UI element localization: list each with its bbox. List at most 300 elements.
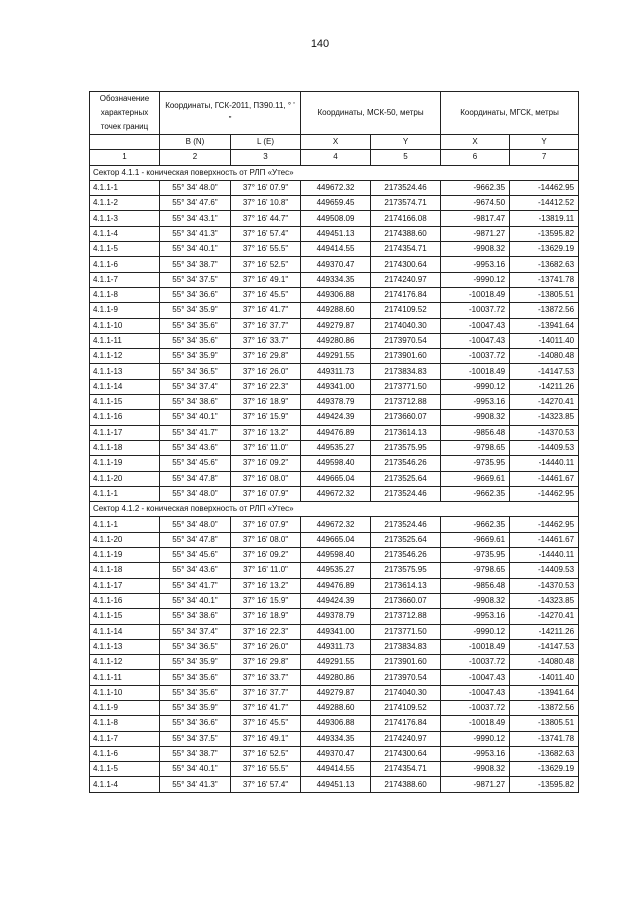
table-cell: 449306.88 <box>301 716 371 731</box>
sector-title: Сектор 4.1.1 - коническая поверхность от РЛП «Утес» <box>90 165 579 180</box>
table-cell: 449311.73 <box>301 364 371 379</box>
table-cell: 449279.87 <box>301 685 371 700</box>
table-cell: 37° 16' 49.1" <box>231 731 301 746</box>
table-cell: 37° 16' 41.7" <box>231 303 301 318</box>
table-cell: -14461.67 <box>510 471 579 486</box>
table-cell: 2173712.88 <box>371 609 441 624</box>
header-axis-blank <box>90 135 160 150</box>
table-cell: 55° 34' 47.8" <box>160 532 231 547</box>
table-cell: 55° 34' 41.7" <box>160 578 231 593</box>
table-cell: 449451.13 <box>301 226 371 241</box>
table-cell: 2173970.54 <box>371 333 441 348</box>
table-cell: -13805.51 <box>510 716 579 731</box>
table-row <box>90 670 579 685</box>
table-cell: -9798.65 <box>441 563 510 578</box>
table-cell: 55° 34' 37.4" <box>160 379 231 394</box>
table-cell: 37° 16' 13.2" <box>231 578 301 593</box>
table-cell: -10047.43 <box>441 318 510 333</box>
table-cell: 2174354.71 <box>371 242 441 257</box>
table-cell: 55° 34' 35.6" <box>160 670 231 685</box>
header-row-numbers <box>90 150 579 165</box>
table-cell: 37° 16' 37.7" <box>231 318 301 333</box>
table-cell: 55° 34' 41.3" <box>160 777 231 792</box>
table-cell: 37° 16' 07.9" <box>231 517 301 532</box>
table-cell: 4.1.1-1 <box>90 180 160 195</box>
table-cell: 55° 34' 48.0" <box>160 180 231 195</box>
table-cell: 55° 34' 37.5" <box>160 731 231 746</box>
coordinates-table <box>89 91 579 793</box>
header-col-number: 2 <box>160 150 231 165</box>
table-cell: 449424.39 <box>301 593 371 608</box>
table-cell: 55° 34' 40.1" <box>160 410 231 425</box>
table-cell: 4.1.1-4 <box>90 226 160 241</box>
table-cell: 55° 34' 35.9" <box>160 655 231 670</box>
table-cell: 4.1.1-10 <box>90 685 160 700</box>
table-cell: -13682.63 <box>510 257 579 272</box>
sector-title: Сектор 4.1.2 - коническая поверхность от РЛП «Утес» <box>90 502 579 517</box>
table-row <box>90 746 579 761</box>
header-row-titles <box>90 92 579 135</box>
table-cell: 2173524.46 <box>371 486 441 501</box>
table-cell: 449288.60 <box>301 700 371 715</box>
table-cell: -9953.16 <box>441 746 510 761</box>
table-cell: 2174240.97 <box>371 731 441 746</box>
table-cell: 55° 34' 35.6" <box>160 685 231 700</box>
table-row <box>90 303 579 318</box>
table-cell: -14412.52 <box>510 196 579 211</box>
table-cell: -9908.32 <box>441 762 510 777</box>
table-row <box>90 440 579 455</box>
table-cell: 4.1.1-2 <box>90 196 160 211</box>
table-cell: -9856.48 <box>441 578 510 593</box>
table-cell: 449476.89 <box>301 578 371 593</box>
table-cell: -13629.19 <box>510 762 579 777</box>
table-cell: 37° 16' 49.1" <box>231 272 301 287</box>
table-cell: 37° 16' 52.5" <box>231 746 301 761</box>
table-cell: 2173525.64 <box>371 471 441 486</box>
header-row-axes <box>90 135 579 150</box>
table-cell: -10047.43 <box>441 333 510 348</box>
table-cell: -14011.40 <box>510 333 579 348</box>
table-cell: 4.1.1-1 <box>90 517 160 532</box>
table-cell: 55° 34' 48.0" <box>160 486 231 501</box>
table-cell: 2174109.52 <box>371 303 441 318</box>
table-cell: 55° 34' 45.6" <box>160 548 231 563</box>
table-row <box>90 548 579 563</box>
table-cell: 55° 34' 35.9" <box>160 700 231 715</box>
table-row <box>90 395 579 410</box>
table-row <box>90 563 579 578</box>
table-cell: 4.1.1-20 <box>90 532 160 547</box>
table-cell: 37° 16' 33.7" <box>231 333 301 348</box>
table-cell: -9674.50 <box>441 196 510 211</box>
table-cell: 2174354.71 <box>371 762 441 777</box>
table-cell: 4.1.1-17 <box>90 578 160 593</box>
table-cell: 4.1.1-6 <box>90 746 160 761</box>
table-cell: -14409.53 <box>510 440 579 455</box>
header-col-number: 6 <box>441 150 510 165</box>
table-cell: 55° 34' 35.6" <box>160 318 231 333</box>
table-cell: 37° 16' 55.5" <box>231 762 301 777</box>
table-cell: 4.1.1-5 <box>90 762 160 777</box>
table-cell: 4.1.1-5 <box>90 242 160 257</box>
table-cell: -13872.56 <box>510 700 579 715</box>
table-cell: -14462.95 <box>510 486 579 501</box>
table-cell: 37° 16' 07.9" <box>231 486 301 501</box>
table-cell: 37° 16' 57.4" <box>231 777 301 792</box>
table-cell: 2174040.30 <box>371 318 441 333</box>
table-cell: 2174109.52 <box>371 700 441 715</box>
table-cell: 4.1.1-18 <box>90 563 160 578</box>
table-cell: -14323.85 <box>510 410 579 425</box>
table-cell: -9908.32 <box>441 242 510 257</box>
table-row <box>90 379 579 394</box>
table-cell: 37° 16' 41.7" <box>231 700 301 715</box>
table-cell: 2173546.26 <box>371 548 441 563</box>
table-cell: 55° 34' 43.6" <box>160 563 231 578</box>
table-cell: 2173771.50 <box>371 379 441 394</box>
table-cell: -14370.53 <box>510 425 579 440</box>
header-msk-coordinates: Координаты, МСК-50, метры <box>301 92 441 135</box>
sector-title-row <box>90 165 579 180</box>
table-cell: -9735.95 <box>441 456 510 471</box>
table-cell: -14011.40 <box>510 670 579 685</box>
table-cell: 2174176.84 <box>371 287 441 302</box>
table-cell: 55° 34' 40.1" <box>160 593 231 608</box>
table-cell: -9990.12 <box>441 731 510 746</box>
table-row <box>90 410 579 425</box>
header-col-number: 7 <box>510 150 579 165</box>
table-cell: 449370.47 <box>301 257 371 272</box>
table-cell: 4.1.1-16 <box>90 410 160 425</box>
table-row <box>90 425 579 440</box>
table-cell: 4.1.1-7 <box>90 731 160 746</box>
table-cell: 2174166.08 <box>371 211 441 226</box>
table-cell: -9990.12 <box>441 624 510 639</box>
table-cell: 449291.55 <box>301 655 371 670</box>
table-cell: -14270.41 <box>510 609 579 624</box>
table-row <box>90 700 579 715</box>
table-cell: 55° 34' 41.7" <box>160 425 231 440</box>
table-row <box>90 180 579 195</box>
table-cell: -14409.53 <box>510 563 579 578</box>
table-cell: 449306.88 <box>301 287 371 302</box>
table-cell: 449672.32 <box>301 180 371 195</box>
table-cell: 55° 34' 47.8" <box>160 471 231 486</box>
table-row <box>90 731 579 746</box>
table-cell: 449341.00 <box>301 624 371 639</box>
header-axis: Y <box>371 135 441 150</box>
table-cell: 55° 34' 40.1" <box>160 762 231 777</box>
table-cell: -9817.47 <box>441 211 510 226</box>
table-cell: 55° 34' 36.6" <box>160 287 231 302</box>
table-cell: 449334.35 <box>301 272 371 287</box>
table-cell: 4.1.1-11 <box>90 333 160 348</box>
table-cell: 449280.86 <box>301 333 371 348</box>
table-cell: -14323.85 <box>510 593 579 608</box>
table-cell: 2173575.95 <box>371 440 441 455</box>
table-cell: 55° 34' 45.6" <box>160 456 231 471</box>
table-cell: -10018.49 <box>441 364 510 379</box>
table-row <box>90 532 579 547</box>
table-cell: 37° 16' 26.0" <box>231 639 301 654</box>
table-cell: -9856.48 <box>441 425 510 440</box>
table-cell: -9669.61 <box>441 532 510 547</box>
table-cell: -9662.35 <box>441 517 510 532</box>
table-cell: 55° 34' 36.5" <box>160 639 231 654</box>
header-gsk-coordinates: Координаты, ГСК-2011, ПЗ90.11, ° ' " <box>160 92 301 135</box>
table-cell: 2173524.46 <box>371 180 441 195</box>
table-cell: 449341.00 <box>301 379 371 394</box>
table-cell: -14080.48 <box>510 349 579 364</box>
table-cell: 55° 34' 38.6" <box>160 609 231 624</box>
table-cell: 449508.09 <box>301 211 371 226</box>
table-row <box>90 226 579 241</box>
table-cell: 4.1.1-9 <box>90 303 160 318</box>
table-cell: 4.1.1-19 <box>90 456 160 471</box>
table-cell: 55° 34' 37.5" <box>160 272 231 287</box>
table-cell: 37° 16' 07.9" <box>231 180 301 195</box>
table-cell: 37° 16' 15.9" <box>231 410 301 425</box>
table-cell: 4.1.1-15 <box>90 609 160 624</box>
table-cell: -9953.16 <box>441 257 510 272</box>
table-cell: -9669.61 <box>441 471 510 486</box>
table-cell: 2174388.60 <box>371 226 441 241</box>
table-cell: 4.1.1-1 <box>90 486 160 501</box>
table-cell: 2173614.13 <box>371 425 441 440</box>
table-cell: 55° 34' 35.6" <box>160 333 231 348</box>
table-row <box>90 517 579 532</box>
table-cell: -10018.49 <box>441 287 510 302</box>
table-row <box>90 639 579 654</box>
table-cell: -14440.11 <box>510 456 579 471</box>
table-cell: -13741.78 <box>510 272 579 287</box>
table-cell: 55° 34' 36.5" <box>160 364 231 379</box>
table-cell: 55° 34' 40.1" <box>160 242 231 257</box>
header-mgsk-coordinates: Координаты, МГСК, метры <box>441 92 579 135</box>
table-cell: 449378.79 <box>301 609 371 624</box>
table-cell: -9953.16 <box>441 609 510 624</box>
table-cell: -9798.65 <box>441 440 510 455</box>
table-cell: 449414.55 <box>301 762 371 777</box>
table-cell: 55° 34' 35.9" <box>160 303 231 318</box>
table-cell: 55° 34' 35.9" <box>160 349 231 364</box>
table-cell: 37° 16' 29.8" <box>231 349 301 364</box>
table-cell: 449598.40 <box>301 456 371 471</box>
table-cell: 2173970.54 <box>371 670 441 685</box>
table-cell: 4.1.1-19 <box>90 548 160 563</box>
table-cell: 449378.79 <box>301 395 371 410</box>
table-cell: 2173546.26 <box>371 456 441 471</box>
table-cell: 37° 16' 44.7" <box>231 211 301 226</box>
table-cell: 449659.45 <box>301 196 371 211</box>
table-cell: -9735.95 <box>441 548 510 563</box>
table-cell: 2173524.46 <box>371 517 441 532</box>
table-cell: -10047.43 <box>441 685 510 700</box>
table-cell: 4.1.1-12 <box>90 655 160 670</box>
table-cell: 449665.04 <box>301 471 371 486</box>
table-cell: 4.1.1-10 <box>90 318 160 333</box>
table-cell: -13805.51 <box>510 287 579 302</box>
table-cell: 2174300.64 <box>371 257 441 272</box>
table-cell: -9908.32 <box>441 593 510 608</box>
table-cell: -9953.16 <box>441 395 510 410</box>
table-cell: 449414.55 <box>301 242 371 257</box>
table-cell: 55° 34' 47.6" <box>160 196 231 211</box>
table-cell: 37° 16' 09.2" <box>231 456 301 471</box>
table-row <box>90 349 579 364</box>
table-cell: 449288.60 <box>301 303 371 318</box>
table-cell: 4.1.1-12 <box>90 349 160 364</box>
table-row <box>90 609 579 624</box>
table-cell: 2173614.13 <box>371 578 441 593</box>
table-cell: 449291.55 <box>301 349 371 364</box>
table-cell: 2173834.83 <box>371 639 441 654</box>
table-cell: 2173525.64 <box>371 532 441 547</box>
table-cell: -10037.72 <box>441 303 510 318</box>
table-row <box>90 333 579 348</box>
table-row <box>90 762 579 777</box>
table-cell: 37° 16' 37.7" <box>231 685 301 700</box>
table-cell: 2173575.95 <box>371 563 441 578</box>
table-cell: 4.1.1-6 <box>90 257 160 272</box>
table-cell: 37° 16' 52.5" <box>231 257 301 272</box>
table-cell: 4.1.1-13 <box>90 639 160 654</box>
table-cell: 37° 16' 15.9" <box>231 593 301 608</box>
table-cell: -13595.82 <box>510 777 579 792</box>
table-cell: 4.1.1-11 <box>90 670 160 685</box>
table-cell: -13682.63 <box>510 746 579 761</box>
page-number: 140 <box>310 38 330 50</box>
header-col-number: 3 <box>231 150 301 165</box>
table-cell: -10037.72 <box>441 655 510 670</box>
table-cell: -10047.43 <box>441 670 510 685</box>
table-cell: 37° 16' 13.2" <box>231 425 301 440</box>
table-cell: 2174300.64 <box>371 746 441 761</box>
table-cell: 37° 16' 55.5" <box>231 242 301 257</box>
header-axis: B (N) <box>160 135 231 150</box>
table-cell: 449665.04 <box>301 532 371 547</box>
table-cell: 4.1.1-18 <box>90 440 160 455</box>
table-cell: 2173660.07 <box>371 593 441 608</box>
table-cell: -14462.95 <box>510 180 579 195</box>
table-cell: 55° 34' 48.0" <box>160 517 231 532</box>
table-cell: -10018.49 <box>441 639 510 654</box>
table-cell: -13941.64 <box>510 318 579 333</box>
table-cell: 4.1.1-7 <box>90 272 160 287</box>
table-row <box>90 777 579 792</box>
table-cell: 37° 16' 26.0" <box>231 364 301 379</box>
table-cell: 449598.40 <box>301 548 371 563</box>
table-row <box>90 318 579 333</box>
table-row <box>90 364 579 379</box>
table-cell: -14211.26 <box>510 379 579 394</box>
table-cell: -14370.53 <box>510 578 579 593</box>
table-cell: 2173901.60 <box>371 349 441 364</box>
table-cell: -13872.56 <box>510 303 579 318</box>
table-cell: 4.1.1-16 <box>90 593 160 608</box>
table-cell: -13741.78 <box>510 731 579 746</box>
table-cell: 4.1.1-17 <box>90 425 160 440</box>
table-cell: 4.1.1-9 <box>90 700 160 715</box>
table-cell: 37° 16' 18.9" <box>231 609 301 624</box>
table-cell: -9990.12 <box>441 272 510 287</box>
table-cell: -14462.95 <box>510 517 579 532</box>
table-cell: 2174388.60 <box>371 777 441 792</box>
table-cell: 37° 16' 09.2" <box>231 548 301 563</box>
table-cell: 449535.27 <box>301 440 371 455</box>
table-cell: 2173834.83 <box>371 364 441 379</box>
table-row <box>90 257 579 272</box>
header-axis: Y <box>510 135 579 150</box>
table-cell: 449476.89 <box>301 425 371 440</box>
table-cell: -9662.35 <box>441 180 510 195</box>
header-col-number: 4 <box>301 150 371 165</box>
table-row <box>90 578 579 593</box>
table-cell: 55° 34' 36.6" <box>160 716 231 731</box>
table-cell: -10018.49 <box>441 716 510 731</box>
table-cell: 449370.47 <box>301 746 371 761</box>
table-cell: 449672.32 <box>301 517 371 532</box>
table-cell: 37° 16' 18.9" <box>231 395 301 410</box>
table-cell: 37° 16' 10.8" <box>231 196 301 211</box>
table-cell: 55° 34' 38.7" <box>160 746 231 761</box>
table-cell: 449535.27 <box>301 563 371 578</box>
table-cell: 37° 16' 45.5" <box>231 716 301 731</box>
table-cell: 2174176.84 <box>371 716 441 731</box>
table-cell: 4.1.1-13 <box>90 364 160 379</box>
table-cell: 37° 16' 22.3" <box>231 379 301 394</box>
table-cell: 2173660.07 <box>371 410 441 425</box>
table-cell: 4.1.1-4 <box>90 777 160 792</box>
table-cell: -13629.19 <box>510 242 579 257</box>
table-cell: -10037.72 <box>441 700 510 715</box>
table-cell: 55° 34' 37.4" <box>160 624 231 639</box>
table-cell: 37° 16' 29.8" <box>231 655 301 670</box>
table-cell: 37° 16' 11.0" <box>231 440 301 455</box>
table-row <box>90 287 579 302</box>
table-cell: 55° 34' 38.6" <box>160 395 231 410</box>
table-cell: -14147.53 <box>510 639 579 654</box>
sector-title-row <box>90 502 579 517</box>
table-cell: -13595.82 <box>510 226 579 241</box>
table-cell: 4.1.1-3 <box>90 211 160 226</box>
table-cell: -13819.11 <box>510 211 579 226</box>
table-cell: -14461.67 <box>510 532 579 547</box>
table-row <box>90 685 579 700</box>
table-cell: 2173712.88 <box>371 395 441 410</box>
table-cell: -10037.72 <box>441 349 510 364</box>
table-cell: 55° 34' 38.7" <box>160 257 231 272</box>
table-cell: 449672.32 <box>301 486 371 501</box>
header-axis: L (E) <box>231 135 301 150</box>
table-cell: 4.1.1-8 <box>90 287 160 302</box>
table-cell: -14270.41 <box>510 395 579 410</box>
table-cell: 4.1.1-14 <box>90 624 160 639</box>
table-cell: 37° 16' 11.0" <box>231 563 301 578</box>
table-cell: -14440.11 <box>510 548 579 563</box>
table-cell: 37° 16' 33.7" <box>231 670 301 685</box>
table-cell: 2173574.71 <box>371 196 441 211</box>
table-cell: 449451.13 <box>301 777 371 792</box>
table-cell: 55° 34' 41.3" <box>160 226 231 241</box>
header-point-designation: Обозначение характерных точек границ <box>90 92 160 135</box>
table-cell: 4.1.1-20 <box>90 471 160 486</box>
header-col-number: 5 <box>371 150 441 165</box>
table-cell: 4.1.1-14 <box>90 379 160 394</box>
table-cell: 37° 16' 57.4" <box>231 226 301 241</box>
table-cell: 449280.86 <box>301 670 371 685</box>
